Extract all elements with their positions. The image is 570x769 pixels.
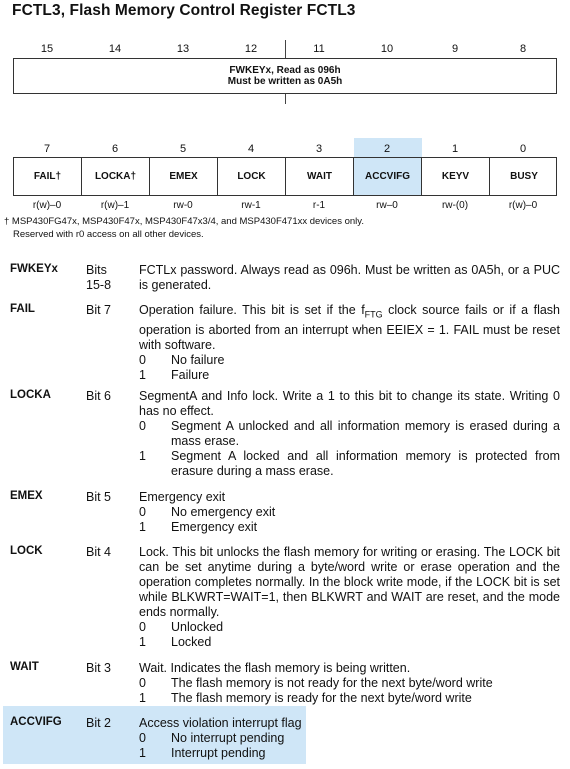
footnote-line1: † MSP430FG47x, MSP430F47x, MSP430F47x3/4, and MSP430F471xx devices only. xyxy=(4,216,364,227)
fwkey-field-box xyxy=(13,58,557,94)
option xyxy=(139,635,560,650)
option-text: The flash memory is not ready for the next byte/word write xyxy=(171,676,493,690)
desc-text-part: Access violation interrupt flag xyxy=(139,716,302,730)
field-lock: LOCK xyxy=(218,158,286,195)
access-type: rw-(0) xyxy=(441,200,469,211)
field-emex: EMEX xyxy=(150,158,218,195)
desc-text-part: clock source fails or if a flash operation is aborted from an interrupt when EEIEX = 1. FAIL must be reset with software. xyxy=(139,303,560,352)
ftg-subscript: FTG xyxy=(364,309,383,320)
option-value: 0 xyxy=(139,419,146,433)
desc-bits: Bit 5 xyxy=(86,490,112,504)
desc-text: FCTLx password. Always read as 096h. Must be written as 0A5h, or a PUC is generated. xyxy=(139,263,560,292)
desc-text xyxy=(139,389,560,479)
option-text: Segment A unlocked and all information memory is erased during a mass erase. xyxy=(171,419,560,448)
option-text: Segment A locked and all information memory is protected from erasure during a mass erase. xyxy=(171,449,560,478)
field-locka: LOCKA† xyxy=(82,158,150,195)
access-types xyxy=(13,200,558,214)
option xyxy=(139,731,560,746)
byte-divider-tick xyxy=(285,40,286,58)
fwkey-field-line2: Must be written as 0A5h xyxy=(227,76,343,87)
access-type: rw–0 xyxy=(376,200,398,211)
bit-number: 14 xyxy=(108,43,122,55)
desc-text xyxy=(139,716,560,761)
lower-bit-numbers xyxy=(13,143,558,157)
option-value: 1 xyxy=(139,367,146,382)
control-bits-box xyxy=(13,157,557,196)
access-type: r(w)–0 xyxy=(32,200,62,211)
access-type: r(w)–1 xyxy=(100,200,130,211)
option-text: Failure xyxy=(171,367,210,382)
bit-number: 13 xyxy=(176,43,190,55)
desc-name: FAIL xyxy=(10,303,35,315)
desc-bits: Bit 2 xyxy=(86,716,112,730)
option-value: 0 xyxy=(139,505,146,519)
bit-number: 15 xyxy=(40,43,54,55)
option-value: 0 xyxy=(139,676,146,690)
option xyxy=(139,676,560,691)
desc-name: EMEX xyxy=(10,490,43,502)
option xyxy=(139,419,560,449)
bit-number: 1 xyxy=(451,143,459,155)
option-value: 1 xyxy=(139,635,146,649)
desc-text-part: Emergency exit xyxy=(139,490,226,504)
field-wait: WAIT xyxy=(286,158,354,195)
desc-name: WAIT xyxy=(10,661,39,673)
option-value: 0 xyxy=(139,620,146,634)
desc-text xyxy=(139,661,560,706)
bit-number: 0 xyxy=(519,143,527,155)
bit-number: 2 xyxy=(383,143,391,155)
bit-number: 4 xyxy=(247,143,255,155)
byte-divider-tick xyxy=(285,94,286,104)
desc-bits xyxy=(86,263,111,293)
bit-number: 10 xyxy=(380,43,394,55)
access-type: r(w)–0 xyxy=(508,200,538,211)
desc-name: FWKEYx xyxy=(10,263,58,275)
desc-bits: Bit 7 xyxy=(86,303,112,317)
field-fail: FAIL† xyxy=(14,158,82,195)
access-type: r-1 xyxy=(312,200,326,211)
page-title: FCTL3, Flash Memory Control Register FCTL3 xyxy=(12,2,356,19)
desc-text-part: Wait. Indicates the flash memory is being written. xyxy=(139,661,411,675)
field-busy: BUSY xyxy=(510,171,538,182)
option xyxy=(139,368,560,383)
option-text: Locked xyxy=(171,635,212,649)
access-type: rw-0 xyxy=(173,200,193,211)
option-value: 1 xyxy=(139,449,146,463)
bit-number: 5 xyxy=(179,143,187,155)
desc-name: LOCK xyxy=(10,545,43,557)
option xyxy=(139,353,560,368)
desc-text-part: SegmentA and Info lock. Write a 1 to this bit to change its state. Writing 0 has no effect. xyxy=(139,389,560,418)
field-keyv: KEYV xyxy=(422,158,490,195)
option-text: No interrupt pending xyxy=(171,731,285,745)
desc-text xyxy=(139,545,560,650)
desc-name: ACCVIFG xyxy=(10,716,62,728)
desc-text-part: Operation failure. This bit is set if the f xyxy=(139,303,365,317)
desc-bits: Bit 6 xyxy=(86,389,112,403)
option-value: 1 xyxy=(139,520,146,534)
option-text: Interrupt pending xyxy=(171,746,266,760)
option xyxy=(139,691,560,706)
bit-number: 3 xyxy=(315,143,323,155)
desc-text xyxy=(139,303,560,383)
option xyxy=(139,520,560,535)
option-value: 0 xyxy=(139,352,146,367)
option-text: Unlocked xyxy=(171,620,224,634)
access-type: rw-1 xyxy=(241,200,261,211)
fwkey-field-line1: FWKEYx, Read as 096h xyxy=(229,65,341,76)
bit-number: 7 xyxy=(43,143,51,155)
option-value: 0 xyxy=(139,731,146,745)
desc-name: LOCKA xyxy=(10,389,51,401)
option-text: The flash memory is ready for the next byte/word write xyxy=(171,691,472,705)
option-text: No failure xyxy=(171,352,225,367)
desc-text xyxy=(139,490,560,535)
option-value: 1 xyxy=(139,746,146,760)
desc-bits-label: Bits xyxy=(86,263,107,277)
bit-number: 9 xyxy=(451,43,459,55)
option-text: Emergency exit xyxy=(171,520,258,534)
bit-number: 6 xyxy=(111,143,119,155)
footnote-line2: Reserved with r0 access on all other devices. xyxy=(13,229,204,240)
desc-text-part: Lock. This bit unlocks the flash memory for writing or erasing. The LOCK bit can be set anytime during a byte/word write or erase operation and the operation completes normally. In the block write mode, if the LOCK bit is set while BLKWRT=WAIT=1, then BLKWRT and WAIT are reset, and the mode ends normally. xyxy=(139,545,560,619)
option-value: 1 xyxy=(139,691,146,705)
option-text: No emergency exit xyxy=(171,505,276,519)
option xyxy=(139,746,560,761)
footnote xyxy=(4,215,364,241)
desc-bits: Bit 3 xyxy=(86,661,112,675)
option xyxy=(139,505,560,520)
option xyxy=(139,449,560,479)
bit-number: 11 xyxy=(313,43,325,55)
desc-bits: Bit 4 xyxy=(86,545,112,559)
option xyxy=(139,620,560,635)
field-accvifg: ACCVIFG xyxy=(354,158,422,195)
bit-number: 8 xyxy=(519,43,527,55)
desc-bits-range: 15-8 xyxy=(86,278,112,292)
bit-number: 12 xyxy=(244,43,258,55)
